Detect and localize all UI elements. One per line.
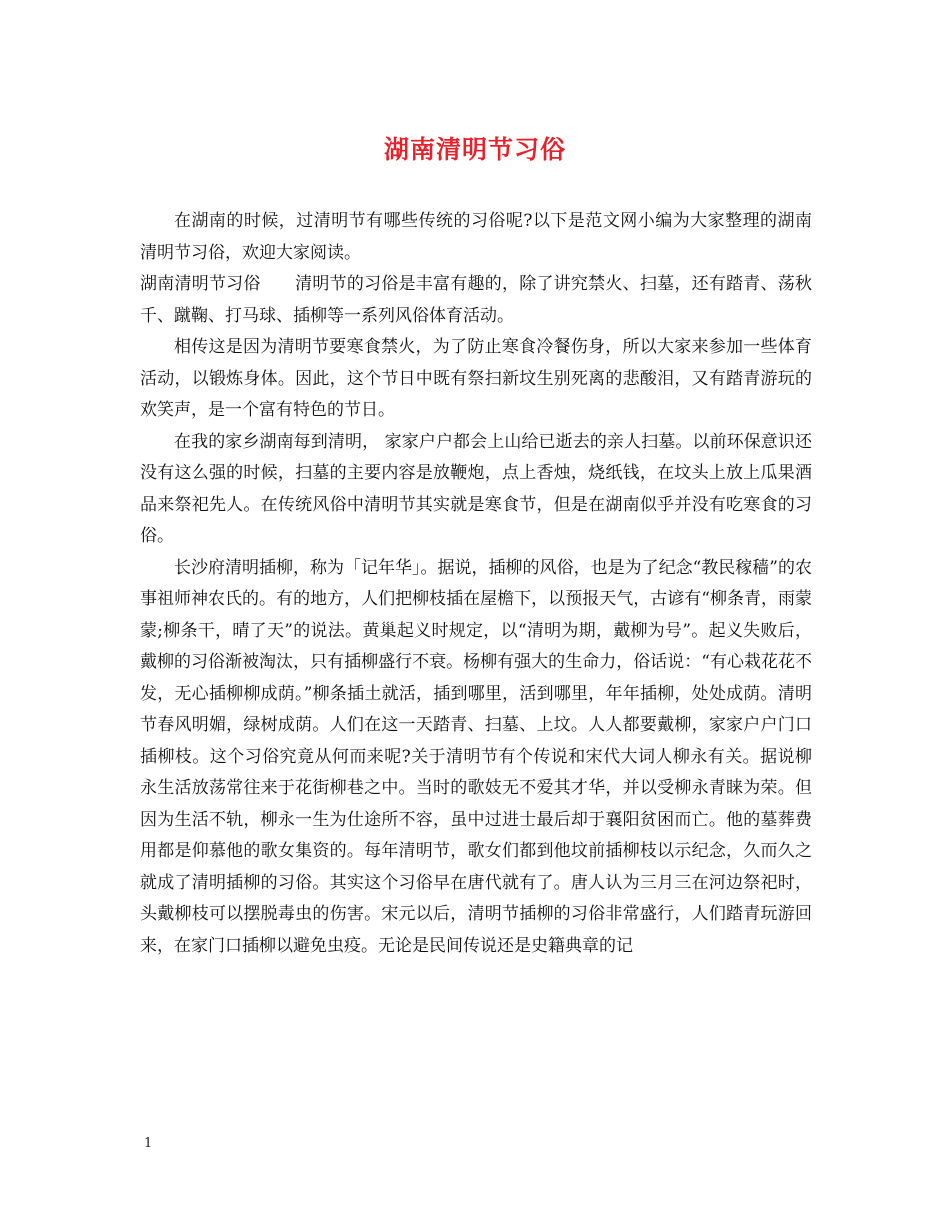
paragraph-hometown: 在我的家乡湖南每到清明， 家家户户都会上山给已逝去的亲人扫墓。以前环保意识还没有这么强的时候，扫墓的主要内容是放鞭炮，点上香烛，烧纸钱，在坟头上放上瓜果酒品来祭祀先人。在传统风俗中清明节其实就是寒食节，但是在湖南似乎并没有吃寒食的习俗。 (140, 431, 812, 546)
paragraph-legend: 相传这是因为清明节要寒食禁火，为了防止寒食冷餐伤身，所以大家来参加一些体育活动，以锻炼身体。因此，这个节日中既有祭扫新坟生别死离的悲酸泪，又有踏青游玩的欢笑声，是一个富有特色的节日。 (140, 337, 812, 420)
paragraph-willow: 长沙府清明插柳，称为「记年华」。据说，插柳的风俗，也是为了纪念“教民稼穑”的农事祖师神农氏的。有的地方，人们把柳枝插在屋檐下，以预报天气，古谚有“柳条青，雨蒙蒙;柳条干，晴了天”的说法。黄巢起义时规定，以“清明为期，戴柳为号”。起义失败后，戴柳的习俗渐被淘汰，只有插柳盛行不衰。杨柳有强大的生命力，俗话说：“有心栽花花不发，无心插柳柳成荫。”柳条插土就活，插到哪里，活到哪里，年年插柳，处处成荫。清明节春风明媚，绿树成荫。人们在这一天踏青、扫墓、上坟。人人都要戴柳，家家户户门口插柳枝。这个习俗究竟从何而来呢?关于清明节有个传说和宋代大词人柳永有关。据说柳永生活放荡常往来于花街柳巷之中。当时的歌妓无不爱其才华，并以受柳永青睐为荣。但因为生活不轨，柳永一生为仕途所不容，虽中过进士最后却于襄阳贫困而亡。他的墓葬费用都是仰慕他的歌女集资的。每年清明节，歌女们都到他坟前插柳枝以示纪念，久而久之就成了清明插柳的习俗。其实这个习俗早在唐代就有了。唐人认为三月三在河边祭祀时，头戴柳枝可以摆脱毒虫的伤害。宋元以后，清明节插柳的习俗非常盛行，人们踏青玩游回来，在家门口插柳以避免虫疫。无论是民间传说还是史籍典章的记 (140, 557, 812, 956)
document-body (140, 206, 812, 962)
paragraph-intro: 在湖南的时候，过清明节有哪些传统的习俗呢?以下是范文网小编为大家整理的湖南清明节习俗，欢迎大家阅读。 (140, 211, 812, 263)
paragraph-customs: 湖南清明节习俗 清明节的习俗是丰富有趣的，除了讲究禁火、扫墓，还有踏青、荡秋千、蹴鞠、打马球、插柳等一系列风俗体育活动。 (140, 274, 812, 326)
page-title: 湖南清明节习俗 (383, 135, 566, 164)
page-number: 1 (144, 1136, 153, 1151)
